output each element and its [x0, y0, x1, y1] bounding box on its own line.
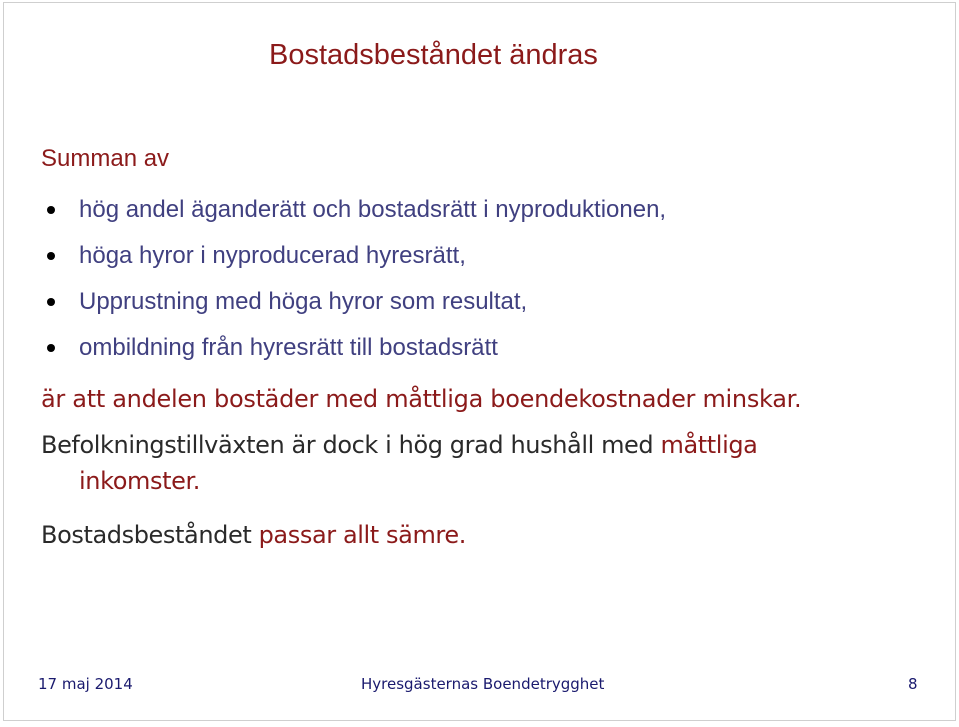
bullet-dot-icon	[47, 206, 55, 214]
summary-paragraph	[41, 517, 466, 553]
slide	[3, 2, 956, 721]
intro-text: Summan av	[41, 145, 170, 172]
footer-organization: Hyresgästernas Boendetrygghet	[361, 675, 605, 693]
footer-page-number: 8	[908, 675, 918, 693]
bullet-item	[41, 334, 666, 380]
summary-highlight: passar allt sämre.	[258, 521, 466, 549]
bullet-text: höga hyror i nyproducerad hyresrätt,	[79, 242, 466, 269]
bullet-item	[41, 242, 666, 288]
bullet-item	[41, 288, 666, 334]
footer-date: 17 maj 2014	[38, 675, 133, 693]
bullet-dot-icon	[47, 344, 55, 352]
summary-prefix: Bostadsbeståndet	[41, 521, 259, 549]
population-prefix: Befolkningstillväxten är dock i hög grad hushåll med	[41, 431, 661, 459]
slide-title: Bostadsbeståndet ändras	[269, 39, 598, 71]
population-continuation: inkomster.	[79, 467, 200, 495]
population-highlight: måttliga	[660, 431, 758, 459]
bullet-text: Upprustning med höga hyror som resultat,	[79, 288, 528, 315]
bullet-text: hög andel äganderätt och bostadsrätt i nyproduktionen,	[79, 196, 667, 223]
bullet-text: ombildning från hyresrätt till bostadsrätt	[79, 334, 498, 361]
conclusion-text: är att andelen bostäder med måttliga boendekostnader minskar.	[41, 385, 802, 413]
bullet-list	[41, 196, 666, 380]
population-paragraph	[41, 427, 757, 499]
bullet-item	[41, 196, 666, 242]
bullet-dot-icon	[47, 298, 55, 306]
bullet-dot-icon	[47, 252, 55, 260]
